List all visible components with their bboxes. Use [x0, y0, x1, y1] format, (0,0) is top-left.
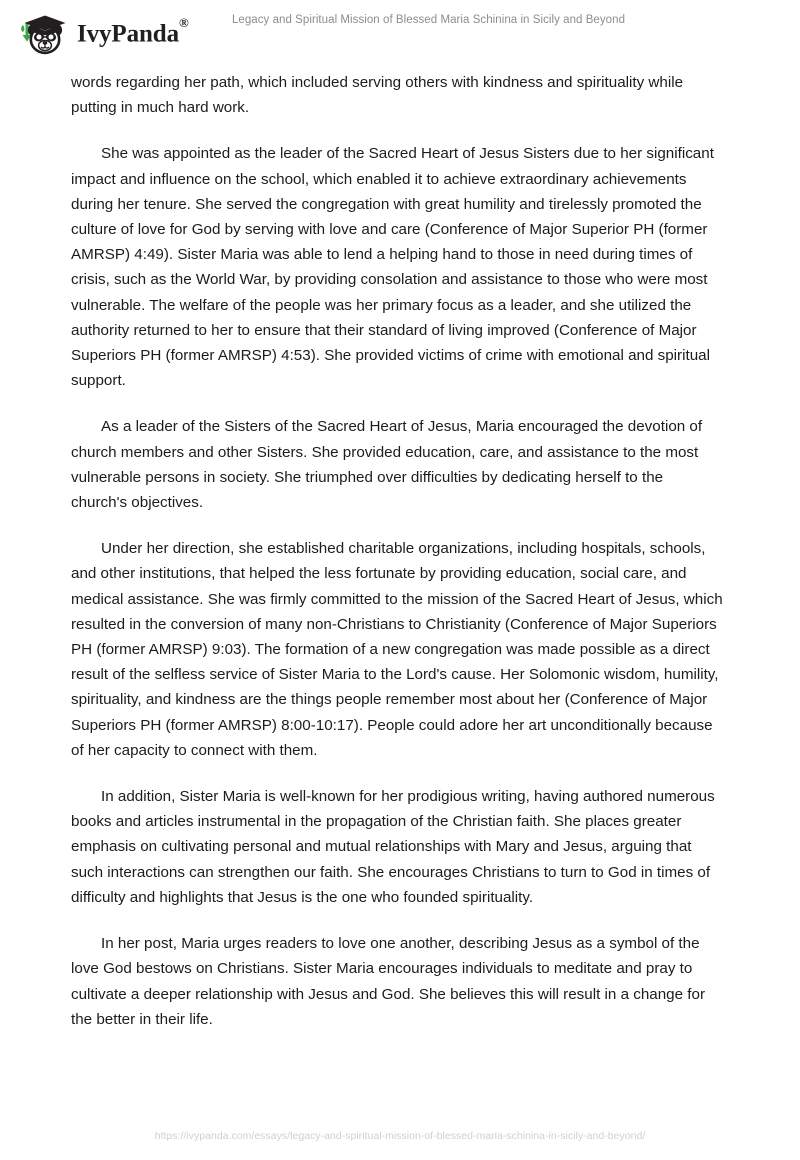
registered-mark: ® [179, 15, 189, 31]
body-paragraph: As a leader of the Sisters of the Sacred Heart of Jesus, Maria encouraged the devotion of church members and other Sisters. She provided education, care, and assistance to the most vulnerable persons in society. She triumphed over difficulties by dedicating herself to the church's objectives. [71, 418, 703, 512]
body-paragraph: In her post, Maria urges readers to love one another, describing Jesus as a symbol of the love God bestows on Christians. Sister Maria encourages individuals to meditate and pray to cultivate a deeper relationship with Jesus and God. She believes this will result in a change for the better in their life. [71, 935, 706, 1028]
body-paragraph: In addition, Sister Maria is well-known for her prodigious writing, having authored numerous books and articles instrumental in the propagation of the Christian faith. She places greater emphasis on cultivating personal and mutual relationships with Mary and Jesus, arguing that such interactions can strengthen our faith. She encourages Christians to turn to God in times of difficulty and highlights that Jesus is the one who founded spirituality. [71, 788, 715, 906]
footer-source-url[interactable]: https://ivypanda.com/essays/legacy-and-spiritual-mission-of-blessed-maria-schinina-in-sicily-and-beyond/ [154, 1130, 646, 1142]
body-paragraph: words regarding her path, which included serving others with kindness and spirituality while putting in much hard work. [71, 74, 684, 117]
body-paragraph: She was appointed as the leader of the Sacred Heart of Jesus Sisters due to her significant impact and influence on the school, which enabled it to achieve extraordinary achievements during her tenure. She served the congregation with great humility and tirelessly promoted the culture of love for God by serving with love and care (Conference of Major Superior PH (former AMRSP) 4:49). Sister Maria was able to lend a helping hand to those in need during times of crisis, such as the World War, by providing consolation and assistance to those who were most vulnerable. The welfare of the people was her primary focus as a leader, and she utilized the authority returned to her to ensure that their standard of living improved (Conference of Major Superiors PH (former AMRSP) 4:53). She provided victims of crime with emotional and spiritual support. [71, 145, 714, 390]
page-header [0, 0, 800, 66]
brand-name-text: IvyPanda [77, 20, 180, 48]
document-body [71, 70, 723, 1053]
page-title: Legacy and Spiritual Mission of Blessed Maria Schinina in Sicily and Beyond [231, 14, 626, 26]
body-paragraph: Under her direction, she established charitable organizations, including hospitals, schools, and other institutions, that helped the less fortunate by providing education, social care, and medical assistance. She was firmly committed to the mission of the Sacred Heart of Jesus, which resulted in the conversion of many non-Christians to Christianity (Conference of Major Superiors PH (former AMRSP) 9:03). The formation of a new congregation was made possible as a direct result of the selfless service of Sister Maria to the Lord's cause. Her Solomonic wisdom, humility, spirituality, and kindness are the things people remember most about her (Conference of Major Superiors PH (former AMRSP) 8:00-10:17). People could adore her art unconditionally because of her capacity to connect with them. [71, 540, 723, 759]
